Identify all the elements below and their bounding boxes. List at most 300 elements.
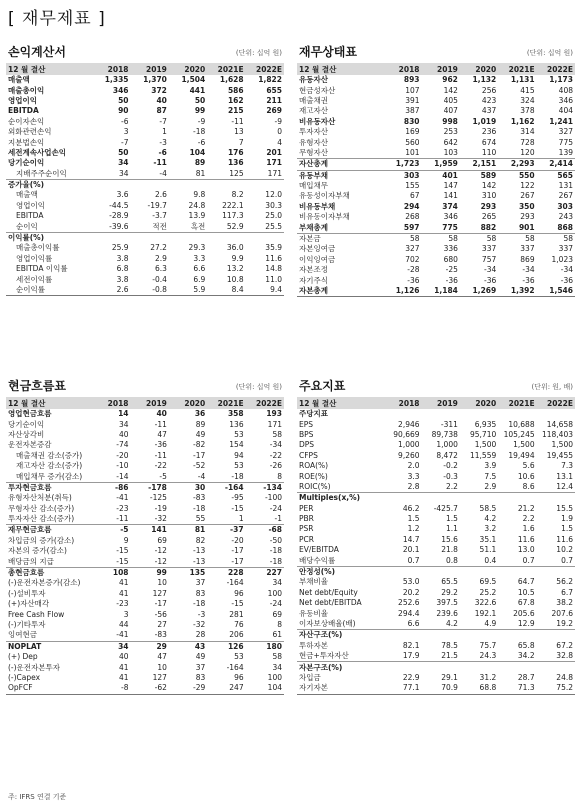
row-label: EV/EBITDA <box>299 545 339 555</box>
cell-value <box>422 630 460 641</box>
cell-value: 13.9 <box>188 211 206 221</box>
row-label: 안정성(%) <box>297 566 383 577</box>
column-header: 2019 <box>146 398 167 408</box>
cell-value: 21.2 <box>517 503 535 513</box>
cell-value: 29.1 <box>441 672 458 682</box>
cell-value: -24 <box>269 599 282 609</box>
cell-value: 53 <box>234 429 244 439</box>
cell-value: 11.6 <box>556 534 573 544</box>
cell-value: 82 <box>195 535 206 545</box>
cell-value: -95 <box>231 493 244 503</box>
cell-value: 1,500 <box>513 440 535 450</box>
cell-value: 67.8 <box>517 598 535 608</box>
cell-value: -41 <box>116 630 129 640</box>
row-label: 증가율(%) <box>6 179 92 190</box>
cell-value: -50 <box>269 535 282 545</box>
cell-value: -34 <box>484 265 497 275</box>
cell-value <box>383 630 421 641</box>
cell-value: 2.2 <box>445 481 458 491</box>
cell-value: 1,504 <box>181 75 206 85</box>
column-header: 12 월 결산 <box>8 64 46 74</box>
cell-value: 15.6 <box>441 534 458 544</box>
cell-value: 10 <box>157 662 167 672</box>
cell-value: 136 <box>227 158 244 168</box>
row-label: 유동자산 <box>299 75 328 85</box>
cell-value <box>246 179 284 190</box>
row-label: PER <box>299 503 314 513</box>
cell-value: 100 <box>267 672 282 682</box>
cell-value: 55 <box>195 514 206 524</box>
cell-value: 147 <box>443 181 458 191</box>
column-header: 2018 <box>398 64 420 74</box>
row-label: 비유동자산 <box>299 116 336 126</box>
row-label: 자본금 <box>297 233 383 244</box>
row-label: 매입채무 증가(감소) <box>16 471 83 481</box>
cell-value: 757 <box>481 254 497 264</box>
row-label: PCR <box>299 534 314 544</box>
cell-value: 211 <box>266 95 282 105</box>
cell-value: 247 <box>207 683 245 694</box>
table-row <box>6 285 284 296</box>
table-row <box>297 159 575 170</box>
cell-value: 423 <box>481 95 497 105</box>
cell-value: 1,132 <box>472 75 497 85</box>
cell-value: 269 <box>266 106 282 116</box>
cell-value: 962 <box>442 75 458 85</box>
cell-value: 6,935 <box>474 419 497 429</box>
table-row <box>6 243 284 253</box>
row-label: ROA(%) <box>299 461 329 471</box>
cell-value: -164 <box>207 482 245 493</box>
table-row <box>297 117 575 127</box>
table-row <box>6 419 284 429</box>
cell-value: 105,245 <box>503 429 535 439</box>
cell-value: 565 <box>537 170 575 181</box>
cell-value: 1,184 <box>422 286 460 297</box>
table-row <box>297 409 575 419</box>
cell-value <box>92 232 130 243</box>
row-label: 당기순이익 <box>8 158 45 168</box>
cell-value: 1.5 <box>407 514 420 524</box>
data-table <box>297 397 575 695</box>
column-header: 2018 <box>107 64 129 74</box>
cell-value: 3.6 <box>116 190 129 200</box>
table-row <box>6 85 284 95</box>
cell-value: 14 <box>118 409 129 419</box>
cell-value: 103 <box>443 147 458 157</box>
table-header-row <box>6 397 284 409</box>
row-label: 자산구조(%) <box>297 630 383 641</box>
column-header: 2019 <box>437 398 458 408</box>
cell-value: -83 <box>154 630 167 640</box>
cell-value: -24 <box>269 503 282 513</box>
cell-value: 4 <box>277 137 282 147</box>
cell-value: 1,723 <box>383 159 421 170</box>
row-label: 차입금 <box>299 672 321 682</box>
cell-value: 25.2 <box>479 587 497 597</box>
cell-value: 58 <box>460 233 498 244</box>
cell-value: 1,000 <box>398 440 420 450</box>
table-row <box>6 567 284 578</box>
cell-value: 6.8 <box>116 264 129 274</box>
table-row <box>6 274 284 284</box>
cell-value: 10.2 <box>556 545 573 555</box>
footnote: 주: IFRS 연결 기준 <box>8 793 67 801</box>
cell-value: 53 <box>234 652 244 662</box>
cell-value: 3.3 <box>407 471 420 481</box>
cell-value: -6 <box>197 137 206 147</box>
row-label: 총현금흐름 <box>6 567 92 578</box>
cell-value: 14.8 <box>265 264 282 274</box>
row-label: 주당지표 <box>299 409 328 419</box>
cell-value <box>498 493 536 504</box>
cell-value: 243 <box>558 212 573 222</box>
cell-value: 78.5 <box>441 640 458 650</box>
cell-value <box>460 662 498 673</box>
cell-value: 34 <box>272 578 282 588</box>
cell-value <box>537 662 575 673</box>
cell-value: -18 <box>269 556 282 566</box>
cell-value: 6.9 <box>193 274 206 284</box>
row-label: 자기자본 <box>297 683 383 694</box>
key-indicators-panel <box>297 374 575 695</box>
cell-value: -12 <box>154 556 167 566</box>
table-row <box>297 286 575 297</box>
table-row <box>297 482 575 493</box>
cell-value: -18 <box>193 503 206 513</box>
cell-value: 642 <box>443 137 458 147</box>
cell-value: -164 <box>226 578 244 588</box>
cell-value: -36 <box>407 275 420 285</box>
cell-value: 1,162 <box>510 116 535 126</box>
balance-sheet-panel <box>297 40 575 297</box>
cell-value: 58 <box>272 429 282 439</box>
cell-value <box>169 232 207 243</box>
cell-value: 1,546 <box>537 286 575 297</box>
row-label: (-)설비투자 <box>8 588 46 598</box>
cell-value: 96 <box>234 588 244 598</box>
cell-value: 180 <box>246 641 284 652</box>
table-row <box>6 409 284 419</box>
cell-value: 2,946 <box>398 419 420 429</box>
column-header: 2021E <box>508 64 535 74</box>
table-row <box>6 148 284 158</box>
cell-value: 127 <box>152 588 167 598</box>
cell-value: 268 <box>405 212 420 222</box>
cell-value: 882 <box>480 222 497 232</box>
panel-title: 손익계산서 <box>8 45 66 59</box>
cell-value: 293 <box>520 212 535 222</box>
cell-value: -0.8 <box>131 285 169 296</box>
cell-value: 1,500 <box>474 440 497 450</box>
column-header: 2021E <box>508 398 535 408</box>
cell-value: 110 <box>481 147 497 157</box>
row-label: 매출채권 감소(증가) <box>16 450 83 460</box>
column-header: 2022E <box>547 64 573 74</box>
cell-value: -36 <box>154 440 167 450</box>
cell-value: -15 <box>116 556 129 566</box>
row-label: 운전자본증감 <box>8 440 52 450</box>
table-row <box>297 148 575 159</box>
cell-value: -62 <box>131 683 169 694</box>
row-label: 자본구조(%) <box>297 662 383 673</box>
cell-value <box>422 662 460 673</box>
cell-value: -56 <box>154 609 167 619</box>
cell-value: 37 <box>195 662 206 672</box>
cell-value: -52 <box>193 461 206 471</box>
column-header: 2018 <box>398 398 420 408</box>
cell-value: 372 <box>151 85 167 95</box>
cell-value: 674 <box>481 137 497 147</box>
cell-value: 34 <box>118 158 129 168</box>
row-label: PSR <box>299 524 314 534</box>
cell-value: 1 <box>238 514 244 524</box>
cell-value: 1,335 <box>104 75 129 85</box>
table-row <box>297 683 575 694</box>
cell-value: -22 <box>154 461 167 471</box>
cell-value: 253 <box>443 127 458 137</box>
cell-value: -34 <box>269 440 282 450</box>
cell-value: 139 <box>558 147 573 157</box>
cell-value: 142 <box>443 85 458 95</box>
row-label: 순이익률 <box>6 285 92 296</box>
cell-value: 227 <box>246 567 284 578</box>
cell-value: -8 <box>92 683 130 694</box>
cell-value: 7.5 <box>484 471 497 481</box>
row-label: 영업이익률 <box>16 253 53 263</box>
cell-value: 13.2 <box>226 264 244 274</box>
cell-value <box>460 630 498 641</box>
row-label: 자본잉여금 <box>299 244 336 254</box>
cell-value: -32 <box>154 514 167 524</box>
cell-value: -14 <box>116 471 129 481</box>
cell-value: 65.8 <box>517 640 535 650</box>
cell-value: 267 <box>520 191 535 201</box>
cell-value: 322.6 <box>474 598 497 608</box>
cell-value: 171 <box>267 168 282 178</box>
cell-value: 1,959 <box>422 159 460 170</box>
cell-value: 29.2 <box>441 587 458 597</box>
panel-unit: (단위: 십억 원) <box>526 49 573 57</box>
cell-value: 13.1 <box>556 471 573 481</box>
cell-value: 9 <box>123 535 129 545</box>
row-label: 무형자산 감소(증가) <box>8 503 75 513</box>
cell-value: 104 <box>189 147 206 157</box>
cell-value: 702 <box>405 254 420 264</box>
cell-value: 126 <box>207 641 245 652</box>
cell-value: 34 <box>272 662 282 672</box>
cell-value: 589 <box>460 170 498 181</box>
cell-value: 2.6 <box>92 285 130 296</box>
table-header-row <box>6 63 284 75</box>
cell-value: 222.1 <box>222 200 244 210</box>
cell-value: 206 <box>229 630 244 640</box>
cell-value: 775 <box>558 137 573 147</box>
row-label: BPS <box>299 429 314 439</box>
table-row <box>297 106 575 116</box>
cell-value <box>498 630 536 641</box>
cell-value: -41 <box>116 493 129 503</box>
row-label: (-)운전자본증가(감소) <box>8 578 81 588</box>
cell-value: 0 <box>277 127 282 137</box>
cell-value: 1,023 <box>551 254 573 264</box>
row-label: EPS <box>299 419 314 429</box>
cell-value: -164 <box>226 662 244 672</box>
cell-value: -25 <box>445 265 458 275</box>
cell-value: 25.9 <box>111 243 129 253</box>
row-label: 매출총이익률 <box>16 243 60 253</box>
panel-header <box>6 374 284 394</box>
cash-flow-panel <box>6 374 284 695</box>
cell-value: 19.2 <box>556 619 573 628</box>
cell-value: 281 <box>229 609 244 619</box>
row-label: DPS <box>299 440 315 450</box>
table-row <box>6 620 284 630</box>
cell-value: 흑전 <box>190 221 206 231</box>
row-label: 매입채무 <box>299 181 328 191</box>
cell-value: 1.9 <box>561 514 573 524</box>
column-header: 12 월 결산 <box>299 64 337 74</box>
cell-value: 30.3 <box>265 200 282 210</box>
cell-value: 868 <box>557 222 573 232</box>
cell-value: 67.2 <box>556 640 573 650</box>
row-label: 비유동이자부채 <box>299 212 350 222</box>
cell-value: 176 <box>227 147 244 157</box>
cell-value: 346 <box>558 95 573 105</box>
cell-value <box>460 493 498 504</box>
cell-value: 4.9 <box>484 619 497 628</box>
data-table <box>6 63 284 296</box>
cell-value: 303 <box>557 201 573 211</box>
cell-value: -18 <box>231 471 244 481</box>
row-label: (+) Dep <box>8 652 38 662</box>
table-row <box>297 619 575 630</box>
cell-value: 0.8 <box>445 555 458 565</box>
cell-value: 24.8 <box>556 672 573 682</box>
cell-value: 775 <box>442 222 458 232</box>
cell-value: 101 <box>405 147 420 157</box>
cell-value: 127 <box>152 672 167 682</box>
row-label: 이자보상배율(배) <box>299 619 356 628</box>
table-row <box>6 609 284 619</box>
cell-value: 14,658 <box>546 419 573 429</box>
cell-value: 49 <box>195 429 206 439</box>
cell-value: 35.1 <box>479 534 497 544</box>
cell-value: -18 <box>269 546 282 556</box>
column-header: 2021E <box>217 398 244 408</box>
cell-value: -68 <box>246 525 284 536</box>
cell-value: 50 <box>118 95 129 105</box>
cell-value: 11.6 <box>265 253 282 263</box>
cell-value: 0.7 <box>407 555 420 565</box>
table-row <box>6 221 284 232</box>
table-row <box>297 212 575 222</box>
table-row <box>6 75 284 85</box>
cell-value: 12.0 <box>265 190 282 200</box>
cell-value: 437 <box>481 106 497 116</box>
cell-value: 201 <box>266 147 282 157</box>
cell-value: 1,000 <box>436 440 458 450</box>
column-header: 2020 <box>184 64 206 74</box>
cell-value: -134 <box>246 482 284 493</box>
cell-value: 69 <box>157 535 167 545</box>
cell-value: 4.2 <box>484 514 497 524</box>
table-row <box>6 589 284 599</box>
data-table <box>6 397 284 695</box>
cell-value: 44 <box>118 620 129 629</box>
table-row <box>6 117 284 127</box>
table-row <box>297 461 575 471</box>
row-label: 순이익 <box>16 221 38 231</box>
cell-value: 75.2 <box>537 683 575 694</box>
cell-value: -125 <box>149 493 167 503</box>
row-label: 유형자산 <box>299 137 328 147</box>
cell-value: 1,392 <box>498 286 536 297</box>
panel-header <box>6 40 284 60</box>
cell-value: 12.4 <box>556 481 573 491</box>
cell-value: 8.2 <box>231 190 244 200</box>
cell-value: 20.2 <box>402 587 420 597</box>
cell-value: -22 <box>269 450 282 460</box>
cell-value: 35.9 <box>265 243 282 253</box>
table-row <box>6 264 284 274</box>
cell-value: -37 <box>207 525 245 536</box>
cell-value: 597 <box>403 222 420 232</box>
table-row <box>6 169 284 180</box>
row-label: NOPLAT <box>6 641 92 652</box>
row-label: 배당금의 지급 <box>8 556 54 566</box>
cell-value: 13.0 <box>517 545 535 555</box>
table-row <box>297 545 575 555</box>
cell-value: 236 <box>481 127 497 137</box>
table-row <box>297 170 575 181</box>
cell-value: 142 <box>481 181 497 191</box>
row-label: 매출채권 <box>299 95 328 105</box>
cell-value <box>383 493 421 504</box>
cell-value: 2,414 <box>537 159 575 170</box>
cell-value: 24.3 <box>479 651 497 661</box>
cell-value: 71.3 <box>498 683 536 694</box>
row-label: 무형자산 <box>299 147 328 157</box>
cell-value: 7 <box>238 137 244 147</box>
cell-value: 58 <box>537 233 575 244</box>
cell-value <box>383 566 421 577</box>
cell-value: 728 <box>520 137 535 147</box>
row-label: CFPS <box>299 450 318 460</box>
cell-value: 294.4 <box>398 608 420 618</box>
cell-value: 6.6 <box>407 619 420 628</box>
cell-value: 100 <box>267 588 282 598</box>
cell-value: 11,559 <box>470 450 497 460</box>
cell-value <box>383 409 421 419</box>
cell-value: 19,455 <box>546 450 573 460</box>
row-label: EBITDA 이익률 <box>16 264 68 274</box>
cell-value: 3 <box>123 609 129 619</box>
cell-value: 21.5 <box>441 651 458 661</box>
row-label: 자산상각비 <box>8 429 45 439</box>
cell-value: 252.6 <box>398 598 420 608</box>
cell-value: -32 <box>193 620 206 629</box>
cell-value: 30 <box>169 482 207 493</box>
table-row <box>6 158 284 168</box>
cell-value: 314 <box>520 127 535 137</box>
cell-value: 3.3 <box>193 253 206 263</box>
cell-value: 14.7 <box>402 534 420 544</box>
table-row <box>297 588 575 598</box>
cell-value: 7.3 <box>561 461 573 471</box>
cell-value: 1,126 <box>383 286 421 297</box>
cell-value: 358 <box>227 409 244 419</box>
